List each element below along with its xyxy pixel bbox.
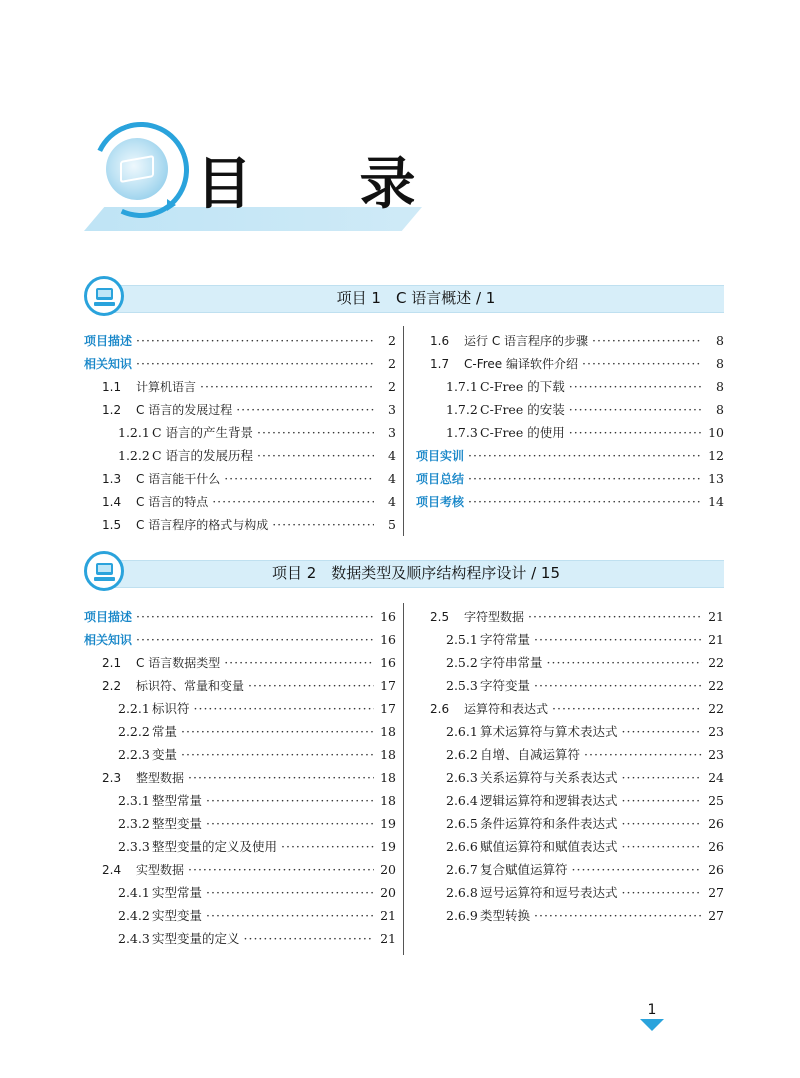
toc-leader-dots — [281, 835, 374, 858]
toc-subsection-entry[interactable] — [118, 743, 396, 766]
toc-section-entry[interactable] — [102, 375, 396, 398]
toc-entry-number: 2.6.7 — [446, 862, 478, 877]
toc-entry-label: 项目描述 — [84, 334, 133, 348]
toc-entry-number: 2.3.1 — [118, 793, 150, 808]
toc-entry-label: 字符型数据 — [464, 610, 525, 624]
toc-entry-label: 相关知识 — [84, 357, 133, 371]
toc-entry-number: 2.4.1 — [118, 885, 150, 900]
toc-entry-label: 关系运算符与关系表达式 — [480, 770, 618, 785]
toc-leader-dots — [200, 375, 374, 398]
toc-entry-label: C-Free 编译软件介绍 — [464, 357, 578, 371]
toc-leader-dots — [569, 375, 702, 398]
toc-subsection-entry[interactable] — [118, 927, 396, 950]
toc-entry-label: 算术运算符与算术表达式 — [480, 724, 618, 739]
toc-entry-page: 21 — [380, 931, 396, 946]
toc-entry-page: 8 — [716, 402, 724, 417]
toc-entry-number: 2.2 — [102, 679, 122, 693]
toc-subsection-entry[interactable] — [446, 835, 724, 858]
toc-entry-label: 计算机语言 — [136, 380, 197, 394]
toc-leader-dots — [592, 329, 702, 352]
toc-entry-page: 26 — [708, 816, 724, 831]
toc-leader-dots — [188, 766, 374, 789]
toc-leader-dots — [534, 674, 702, 697]
toc-entry-label: 相关知识 — [84, 633, 133, 647]
toc-entry-number: 1.6 — [430, 334, 450, 348]
toc-entry-page: 16 — [380, 655, 396, 670]
toc-leader-dots — [181, 743, 374, 766]
section-1-column-divider — [403, 326, 404, 536]
toc-entry-number: 1.5 — [102, 518, 122, 532]
toc-leader-dots — [547, 651, 702, 674]
toc-entry-label: 整型变量的定义及使用 — [152, 839, 278, 854]
toc-entry-label: 字符变量 — [480, 678, 531, 693]
toc-section-entry[interactable] — [102, 674, 396, 697]
header-arrow-icon — [167, 199, 176, 211]
toc-entry-page: 2 — [388, 333, 396, 348]
toc-subsection-entry[interactable] — [118, 789, 396, 812]
toc-entry-label: 逗号运算符和逗号表达式 — [480, 885, 618, 900]
toc-entry-label: C 语言能干什么 — [136, 472, 221, 486]
toc-entry-page: 20 — [380, 885, 396, 900]
toc-entry-number: 2.5.2 — [446, 655, 478, 670]
toc-entry-page: 26 — [708, 862, 724, 877]
toc-entry-label: 运行 C 语言程序的步骤 — [464, 334, 589, 348]
section-2-column-divider — [403, 603, 404, 955]
toc-entry-label: 条件运算符和条件表达式 — [480, 816, 618, 831]
toc-entry-number: 2.5.3 — [446, 678, 478, 693]
toc-entry-number: 2.4.2 — [118, 908, 150, 923]
toc-leader-dots — [528, 605, 702, 628]
toc-entry-page: 22 — [708, 655, 724, 670]
toc-entry-page: 18 — [380, 747, 396, 762]
toc-entry-page: 16 — [380, 632, 396, 647]
toc-entry-page: 18 — [380, 770, 396, 785]
toc-leader-dots — [622, 766, 702, 789]
toc-entry-page: 21 — [380, 908, 396, 923]
toc-section-entry[interactable] — [102, 467, 396, 490]
toc-subsection-entry[interactable] — [446, 628, 724, 651]
toc-leader-dots — [534, 904, 702, 927]
toc-entry-page: 17 — [380, 678, 396, 693]
toc-subsection-entry[interactable] — [446, 904, 724, 927]
toc-subsection-entry[interactable] — [446, 881, 724, 904]
toc-entry-number: 2.6.8 — [446, 885, 478, 900]
toc-subsection-entry[interactable] — [446, 720, 724, 743]
toc-section-entry[interactable] — [430, 329, 724, 352]
toc-entry-label: 字符常量 — [480, 632, 531, 647]
toc-leader-dots — [468, 490, 702, 513]
toc-leader-dots — [468, 444, 702, 467]
toc-entry-number: 1.7.1 — [446, 379, 478, 394]
toc-leader-dots — [136, 329, 374, 352]
toc-entry-page: 4 — [388, 494, 396, 509]
toc-part-entry[interactable] — [84, 628, 396, 651]
toc-entry-number: 2.1 — [102, 656, 122, 670]
toc-leader-dots — [206, 881, 374, 904]
toc-entry-number: 2.6.2 — [446, 747, 478, 762]
toc-entry-number: 2.3 — [102, 771, 122, 785]
toc-leader-dots — [622, 789, 702, 812]
toc-entry-page: 16 — [380, 609, 396, 624]
toc-subsection-entry[interactable] — [446, 766, 724, 789]
toc-leader-dots — [552, 697, 702, 720]
toc-entry-number: 2.3.2 — [118, 816, 150, 831]
toc-subsection-entry[interactable] — [118, 835, 396, 858]
toc-entry-number: 2.5 — [430, 610, 450, 624]
toc-entry-label: C 语言的发展过程 — [136, 403, 233, 417]
toc-entry-number: 2.6.9 — [446, 908, 478, 923]
toc-subsection-entry[interactable] — [118, 444, 396, 467]
toc-subsection-entry[interactable] — [118, 697, 396, 720]
toc-entry-label: 运算符和表达式 — [464, 702, 549, 716]
toc-subsection-entry[interactable] — [446, 789, 724, 812]
section-1-header — [84, 282, 724, 314]
toc-entry-label: 自增、自减运算符 — [480, 747, 581, 762]
toc-entry-page: 8 — [716, 379, 724, 394]
toc-subsection-entry[interactable] — [446, 375, 724, 398]
toc-subsection-entry[interactable] — [118, 720, 396, 743]
section-2-header — [84, 557, 724, 589]
toc-entry-label: 实型变量 — [152, 908, 203, 923]
toc-subsection-entry[interactable] — [118, 421, 396, 444]
toc-leader-dots — [194, 697, 374, 720]
toc-subsection-entry[interactable] — [118, 881, 396, 904]
toc-entry-number: 2.6.3 — [446, 770, 478, 785]
toc-part-entry[interactable] — [84, 329, 396, 352]
toc-entry-page: 5 — [388, 517, 396, 532]
toc-section-entry[interactable] — [102, 858, 396, 881]
toc-section-entry[interactable] — [430, 605, 724, 628]
toc-part-entry[interactable] — [84, 605, 396, 628]
toc-entry-label: 整型变量 — [152, 816, 203, 831]
toc-entry-number: 2.4 — [102, 863, 122, 877]
toc-entry-number: 1.7 — [430, 357, 450, 371]
toc-entry-number: 1.2 — [102, 403, 122, 417]
toc-leader-dots — [569, 421, 702, 444]
toc-entry-page: 20 — [380, 862, 396, 877]
toc-entry-label: 项目实训 — [416, 449, 465, 463]
page-title: 目 录 — [196, 152, 460, 217]
toc-entry-page: 8 — [716, 356, 724, 371]
toc-leader-dots — [236, 398, 374, 421]
toc-entry-label: 实型变量的定义 — [152, 931, 240, 946]
toc-part-entry[interactable] — [84, 352, 396, 375]
toc-entry-number: 2.2.2 — [118, 724, 150, 739]
toc-leader-dots — [572, 858, 702, 881]
toc-leader-dots — [136, 352, 374, 375]
page-corner-arrow-icon — [640, 1019, 664, 1031]
toc-entry-number: 2.5.1 — [446, 632, 478, 647]
toc-entry-label: 项目总结 — [416, 472, 465, 486]
toc-entry-page: 19 — [380, 816, 396, 831]
toc-entry-page: 4 — [388, 471, 396, 486]
toc-section-entry[interactable] — [102, 398, 396, 421]
toc-subsection-entry[interactable] — [446, 858, 724, 881]
toc-entry-page: 27 — [708, 885, 724, 900]
toc-entry-page: 12 — [708, 448, 724, 463]
toc-entry-label: 项目描述 — [84, 610, 133, 624]
toc-leader-dots — [224, 467, 374, 490]
toc-entry-number: 1.4 — [102, 495, 122, 509]
toc-subsection-entry[interactable] — [446, 421, 724, 444]
toc-leader-dots — [622, 881, 702, 904]
toc-leader-dots — [468, 467, 702, 490]
toc-entry-page: 21 — [708, 609, 724, 624]
toc-entry-number: 2.2.3 — [118, 747, 150, 762]
toc-entry-page: 19 — [380, 839, 396, 854]
toc-leader-dots — [622, 812, 702, 835]
toc-entry-page: 21 — [708, 632, 724, 647]
toc-entry-page: 25 — [708, 793, 724, 808]
toc-subsection-entry[interactable] — [446, 674, 724, 697]
toc-entry-page: 22 — [708, 678, 724, 693]
toc-entry-page: 2 — [388, 356, 396, 371]
toc-entry-number: 1.2.1 — [118, 425, 150, 440]
toc-part-entry[interactable] — [416, 490, 724, 513]
toc-entry-label: 标识符 — [152, 701, 190, 716]
toc-entry-page: 18 — [380, 724, 396, 739]
toc-entry-label: C-Free 的安装 — [480, 402, 565, 417]
toc-entry-page: 2 — [388, 379, 396, 394]
toc-section-entry[interactable] — [430, 697, 724, 720]
toc-leader-dots — [181, 720, 374, 743]
toc-entry-page: 23 — [708, 724, 724, 739]
toc-entry-number: 1.7.2 — [446, 402, 478, 417]
toc-leader-dots — [188, 858, 374, 881]
toc-entry-number: 2.3.3 — [118, 839, 150, 854]
toc-entry-label: C 语言的特点 — [136, 495, 209, 509]
toc-leader-dots — [224, 651, 374, 674]
toc-entry-label: C 语言的产生背景 — [152, 425, 254, 440]
toc-entry-label: C 语言程序的格式与构成 — [136, 518, 269, 532]
toc-entry-page: 14 — [708, 494, 724, 509]
toc-entry-label: 赋值运算符和赋值表达式 — [480, 839, 618, 854]
toc-leader-dots — [582, 352, 702, 375]
toc-leader-dots — [206, 904, 374, 927]
toc-leader-dots — [534, 628, 702, 651]
toc-entry-label: C-Free 的下载 — [480, 379, 565, 394]
toc-subsection-entry[interactable] — [446, 398, 724, 421]
toc-entry-label: 类型转换 — [480, 908, 531, 923]
toc-leader-dots — [257, 421, 374, 444]
toc-entry-number: 1.2.2 — [118, 448, 150, 463]
toc-entry-number: 2.2.1 — [118, 701, 150, 716]
toc-entry-page: 8 — [716, 333, 724, 348]
toc-entry-label: C-Free 的使用 — [480, 425, 565, 440]
toc-entry-label: C 语言数据类型 — [136, 656, 221, 670]
toc-entry-label: 变量 — [152, 747, 178, 762]
toc-entry-label: 常量 — [152, 724, 178, 739]
toc-entry-page: 24 — [708, 770, 724, 785]
section-2-title: 项目 2 数据类型及顺序结构程序设计 / 15 — [272, 564, 560, 582]
toc-entry-number: 2.4.3 — [118, 931, 150, 946]
page-number: 1 — [647, 1002, 657, 1018]
toc-subsection-entry[interactable] — [446, 743, 724, 766]
toc-subsection-entry[interactable] — [446, 651, 724, 674]
toc-entry-label: 实型常量 — [152, 885, 203, 900]
toc-leader-dots — [569, 398, 702, 421]
toc-leader-dots — [136, 628, 374, 651]
toc-entry-number: 1.3 — [102, 472, 122, 486]
toc-subsection-entry[interactable] — [118, 812, 396, 835]
toc-entry-page: 22 — [708, 701, 724, 716]
toc-entry-number: 1.1 — [102, 380, 122, 394]
toc-entry-page: 18 — [380, 793, 396, 808]
toc-entry-page: 27 — [708, 908, 724, 923]
toc-entry-page: 3 — [388, 402, 396, 417]
toc-leader-dots — [244, 927, 374, 950]
toc-entry-number: 1.7.3 — [446, 425, 478, 440]
toc-entry-label: C 语言的发展历程 — [152, 448, 254, 463]
toc-entry-number: 2.6.4 — [446, 793, 478, 808]
toc-part-entry[interactable] — [416, 467, 724, 490]
toc-entry-label: 整型常量 — [152, 793, 203, 808]
section-1-title: 项目 1 C 语言概述 / 1 — [336, 289, 496, 307]
toc-entry-number: 2.6.1 — [446, 724, 478, 739]
toc-entry-label: 项目考核 — [416, 495, 465, 509]
toc-entry-page: 4 — [388, 448, 396, 463]
toc-leader-dots — [212, 490, 374, 513]
toc-leader-dots — [248, 674, 374, 697]
toc-section-entry[interactable] — [430, 352, 724, 375]
toc-section-entry[interactable] — [102, 766, 396, 789]
toc-entry-label: 字符串常量 — [480, 655, 543, 670]
toc-entry-page: 26 — [708, 839, 724, 854]
toc-entry-label: 复合赋值运算符 — [480, 862, 568, 877]
toc-part-entry[interactable] — [416, 444, 724, 467]
toc-entry-label: 整型数据 — [136, 771, 185, 785]
toc-entry-number: 2.6.6 — [446, 839, 478, 854]
toc-leader-dots — [206, 789, 374, 812]
toc-entry-number: 2.6 — [430, 702, 450, 716]
toc-subsection-entry[interactable] — [446, 812, 724, 835]
toc-entry-page: 3 — [388, 425, 396, 440]
toc-leader-dots — [622, 835, 702, 858]
toc-section-entry[interactable] — [102, 513, 396, 536]
toc-leader-dots — [136, 605, 374, 628]
toc-entry-label: 实型数据 — [136, 863, 185, 877]
toc-entry-page: 17 — [380, 701, 396, 716]
toc-section-entry[interactable] — [102, 490, 396, 513]
toc-entry-page: 13 — [708, 471, 724, 486]
toc-subsection-entry[interactable] — [118, 904, 396, 927]
toc-entry-page: 23 — [708, 747, 724, 762]
toc-section-entry[interactable] — [102, 651, 396, 674]
toc-entry-page: 10 — [708, 425, 724, 440]
toc-leader-dots — [257, 444, 374, 467]
toc-leader-dots — [584, 743, 702, 766]
toc-entry-label: 标识符、常量和变量 — [136, 679, 245, 693]
toc-entry-number: 2.6.5 — [446, 816, 478, 831]
toc-leader-dots — [206, 812, 374, 835]
toc-leader-dots — [622, 720, 702, 743]
toc-leader-dots — [272, 513, 374, 536]
toc-entry-label: 逻辑运算符和逻辑表达式 — [480, 793, 618, 808]
